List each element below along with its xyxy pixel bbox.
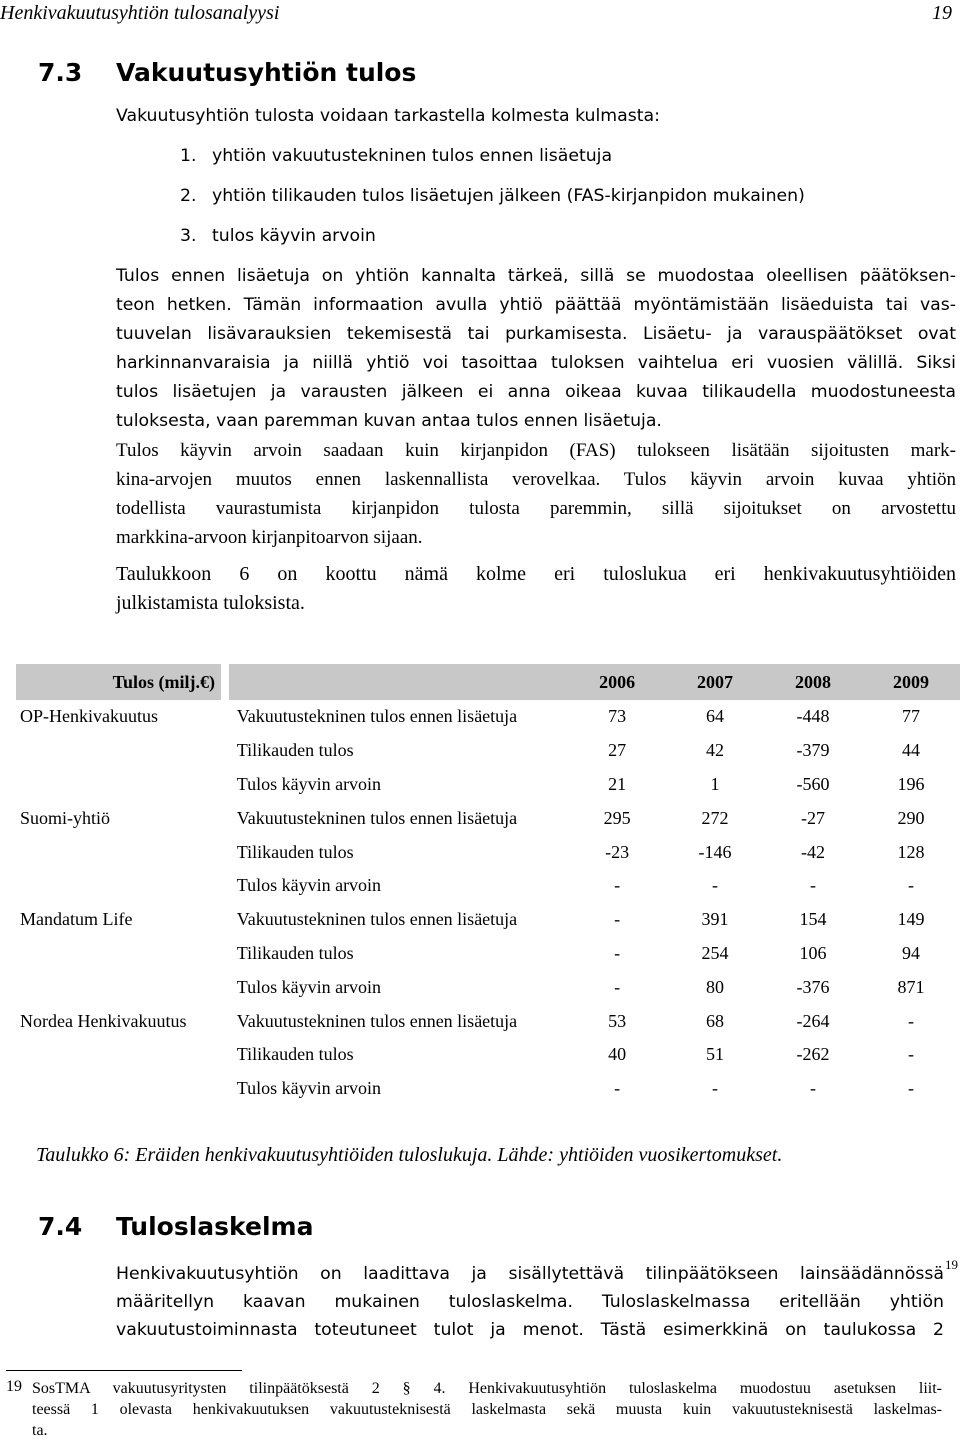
table-header-row: [16, 664, 960, 700]
list-item-1: yhtiön vakuutustekninen tulos ennen lisäetuja: [212, 146, 613, 166]
table-row: [16, 1038, 960, 1072]
table-row: [16, 801, 960, 835]
table-row: [16, 700, 960, 734]
value-cell: -27: [801, 807, 826, 828]
list-number-3: 3.: [180, 226, 197, 246]
paragraph-tulos-ennen-lisaetuja: [116, 262, 956, 436]
value-cell: 128: [897, 841, 925, 862]
paragraph-line: Taulukkoon 6 on koottu nämä kolme eri tuloslukua eri henkivakuutusyhtiöiden: [116, 563, 956, 585]
value-cell: 77: [902, 706, 920, 727]
table-row: [16, 970, 960, 1004]
table-row: [16, 869, 960, 903]
value-cell: 64: [706, 706, 725, 727]
value-cell: -: [908, 1010, 914, 1031]
value-cell: 254: [701, 942, 729, 963]
paragraph-line: todellista vaurastumista kirjanpidon tulosta paremmin, sillä sijoitukset on arvostettu: [116, 498, 956, 519]
value-cell: 391: [701, 909, 729, 930]
paragraph-tuloslaskelma: [116, 1260, 944, 1344]
gap-cell: [221, 970, 229, 1004]
value-cell: 27: [608, 740, 627, 761]
page-number: 19: [932, 2, 952, 24]
gap-cell: [221, 869, 229, 903]
metric-cell: Tilikauden tulos: [236, 942, 354, 963]
gap-cell: [221, 768, 229, 802]
company-name-cell: [16, 869, 221, 903]
paragraph-line: markkina-arvoon kirjanpitoarvon sijaan.: [116, 527, 423, 548]
table-header-year: 2006: [568, 664, 666, 700]
metric-cell: Tilikauden tulos: [236, 841, 354, 862]
paragraph-tulos-kayvin-arvoin: [116, 436, 956, 552]
metric-cell: Vakuutustekninen tulos ennen lisäetuja: [236, 1010, 518, 1031]
table-header-year: 2008: [764, 664, 862, 700]
list-number-2: 2.: [180, 186, 197, 206]
company-name-cell: Suomi-yhtiö: [20, 807, 111, 828]
value-cell: -146: [698, 841, 732, 862]
gap-cell: [221, 700, 229, 734]
paragraph-line: tuloksesta, vaan paremman kuvan antaa tulos ennen lisäetuja.: [116, 411, 662, 431]
metric-cell: Tulos käyvin arvoin: [236, 1078, 382, 1099]
metric-cell: Tilikauden tulos: [236, 1044, 354, 1065]
value-cell: 42: [706, 740, 725, 761]
value-cell: -: [614, 1078, 621, 1099]
value-cell: 196: [897, 773, 925, 794]
value-cell: 871: [897, 976, 925, 997]
company-name-cell: OP-Henkivakuutus: [20, 706, 158, 727]
footnote-reference[interactable]: 19: [945, 1257, 958, 1272]
list-item-2: yhtiön tilikauden tulos lisäetujen jälkeen (FAS-kirjanpidon mukainen): [212, 186, 805, 206]
value-cell: -42: [801, 841, 826, 862]
paragraph-line-text: Henkivakuutusyhtiön on laadittava ja sisällytettävä tilinpäätökseen lainsäädännössä: [116, 1264, 944, 1284]
table-row: [16, 1072, 960, 1106]
footnote-number: 19: [6, 1378, 22, 1395]
section-7-3-title: Vakuutusyhtiön tulos: [116, 58, 417, 87]
value-cell: 73: [608, 706, 627, 727]
table-row: [16, 937, 960, 971]
paragraph-line: tulos lisäetujen ja varausten jälkeen ei anna oikeaa kuvaa tilikaudella muodostuneesta: [116, 382, 956, 402]
metric-cell: Tulos käyvin arvoin: [236, 773, 382, 794]
value-cell: -: [810, 875, 817, 896]
table-row: [16, 734, 960, 768]
paragraph-line: tuuvelan lisävarauksien tekemisestä tai purkamisesta. Lisäetu- ja varauspäätökset ovat: [116, 324, 956, 344]
value-cell: -379: [796, 740, 830, 761]
value-cell: 272: [701, 807, 729, 828]
paragraph-line: Tulos ennen lisäetuja on yhtiön kannalta tärkeä, sillä se muodostaa oleellisen päätöksen-: [116, 266, 956, 286]
section-7-4-number: 7.4: [38, 1212, 83, 1241]
paragraph-line: vakuutustoiminnasta toteutuneet tulot ja menot. Tästä esimerkkinä on taulukossa 2: [116, 1320, 944, 1340]
value-cell: -: [908, 1044, 914, 1065]
value-cell: -560: [796, 773, 830, 794]
footnote-line: SosTMA vakuutusyritysten tilinpäätöksestä 2 § 4. Henkivakuutusyhtiön tuloslaskelma muodostuu asetuksen liit-: [32, 1380, 942, 1397]
metric-cell: Vakuutustekninen tulos ennen lisäetuja: [236, 909, 518, 930]
company-name-cell: [16, 937, 221, 971]
company-name-cell: Mandatum Life: [20, 909, 133, 930]
metric-cell: Vakuutustekninen tulos ennen lisäetuja: [236, 807, 518, 828]
footnote-text: [32, 1378, 942, 1441]
metric-cell: Vakuutustekninen tulos ennen lisäetuja: [236, 706, 518, 727]
footnote-line: teessä 1 olevasta henkivakuutuksen vakuutusteknisestä laskelmasta sekä muusta kuin vakuutusteknisestä laskelmas-: [32, 1401, 942, 1418]
gap-cell: [221, 1038, 229, 1072]
value-cell: -: [908, 1078, 914, 1099]
value-cell: -262: [796, 1044, 830, 1065]
value-cell: -: [614, 976, 621, 997]
value-cell: -: [712, 1078, 719, 1099]
footnote-divider: [6, 1370, 242, 1371]
value-cell: -: [810, 1078, 817, 1099]
gap-cell: [221, 835, 229, 869]
paragraph-line: Tulos käyvin arvoin saadaan kuin kirjanpidon (FAS) tulokseen lisätään sijoitusten mark-: [116, 440, 956, 461]
paragraph-line: teon hetken. Tämän informaation avulla yhtiö päättää myöntämistään lisäeduista tai vas-: [116, 295, 956, 315]
value-cell: -264: [796, 1010, 830, 1031]
paragraph-line: määritellyn kaavan mukainen tuloslaskelma. Tuloslaskelmassa eritellään yhtiön: [116, 1292, 944, 1312]
gap-cell: [221, 1004, 229, 1038]
value-cell: 68: [706, 1010, 725, 1031]
table-header-year: 2007: [666, 664, 764, 700]
results-table: [16, 664, 960, 1106]
table-row: [16, 835, 960, 869]
value-cell: 80: [706, 976, 725, 997]
table-row: [16, 903, 960, 937]
paragraph-line: [116, 1260, 944, 1288]
section-intro: Vakuutusyhtiön tulosta voidaan tarkastella kolmesta kulmasta:: [116, 106, 660, 126]
value-cell: 295: [603, 807, 631, 828]
value-cell: -376: [796, 976, 830, 997]
table-caption: Taulukko 6: Eräiden henkivakuutusyhtiöiden tuloslukuja. Lähde: yhtiöiden vuosikertomukset.: [36, 1144, 783, 1166]
value-cell: -448: [796, 706, 830, 727]
company-name-cell: [16, 1038, 221, 1072]
value-cell: 44: [902, 740, 920, 761]
value-cell: 51: [706, 1044, 725, 1065]
value-cell: -23: [605, 841, 630, 862]
value-cell: 154: [799, 909, 827, 930]
value-cell: 21: [608, 773, 627, 794]
table-header-label: Tulos (milj.€): [16, 664, 221, 700]
company-name-cell: Nordea Henkivakuutus: [20, 1010, 187, 1031]
table-row: [16, 768, 960, 802]
value-cell: -: [614, 909, 621, 930]
list-item-3: tulos käyvin arvoin: [212, 226, 376, 246]
value-cell: 53: [608, 1010, 627, 1031]
value-cell: -: [614, 942, 621, 963]
value-cell: -: [614, 875, 621, 896]
gap-cell: [221, 1072, 229, 1106]
section-7-3-number: 7.3: [38, 58, 83, 87]
running-header-title: Henkivakuutusyhtiön tulosanalyysi: [0, 2, 280, 24]
metric-cell: Tulos käyvin arvoin: [236, 976, 382, 997]
footnote-line: ta.: [32, 1422, 48, 1439]
company-name-cell: [16, 1072, 221, 1106]
gap-cell: [221, 903, 229, 937]
section-7-4-title: Tuloslaskelma: [116, 1212, 314, 1241]
value-cell: 290: [897, 807, 925, 828]
value-cell: 1: [710, 773, 720, 794]
gap-cell: [221, 801, 229, 835]
list-number-1: 1.: [180, 146, 197, 166]
company-name-cell: [16, 835, 221, 869]
paragraph-taulukko-intro: [116, 560, 956, 618]
value-cell: -: [712, 875, 719, 896]
table-row: [16, 1004, 960, 1038]
value-cell: 40: [608, 1044, 627, 1065]
gap-cell: [221, 937, 229, 971]
paragraph-line: harkinnanvaraisia ja niillä yhtiö voi tasoittaa tuloksen vaihtelua eri vuosien välillä. Siksi: [116, 353, 956, 373]
paragraph-line: kina-arvojen muutos ennen laskennallista verovelkaa. Tulos käyvin arvoin kuvaa yhtiön: [116, 469, 956, 490]
paragraph-line: julkistamista tuloksista.: [116, 592, 305, 614]
gap-cell: [221, 734, 229, 768]
company-name-cell: [16, 734, 221, 768]
metric-cell: Tulos käyvin arvoin: [236, 875, 382, 896]
table-header-year: 2009: [862, 664, 960, 700]
value-cell: 149: [897, 909, 925, 930]
value-cell: 94: [902, 942, 920, 963]
metric-cell: Tilikauden tulos: [236, 740, 354, 761]
company-name-cell: [16, 970, 221, 1004]
value-cell: -: [908, 875, 914, 896]
company-name-cell: [16, 768, 221, 802]
value-cell: 106: [799, 942, 827, 963]
